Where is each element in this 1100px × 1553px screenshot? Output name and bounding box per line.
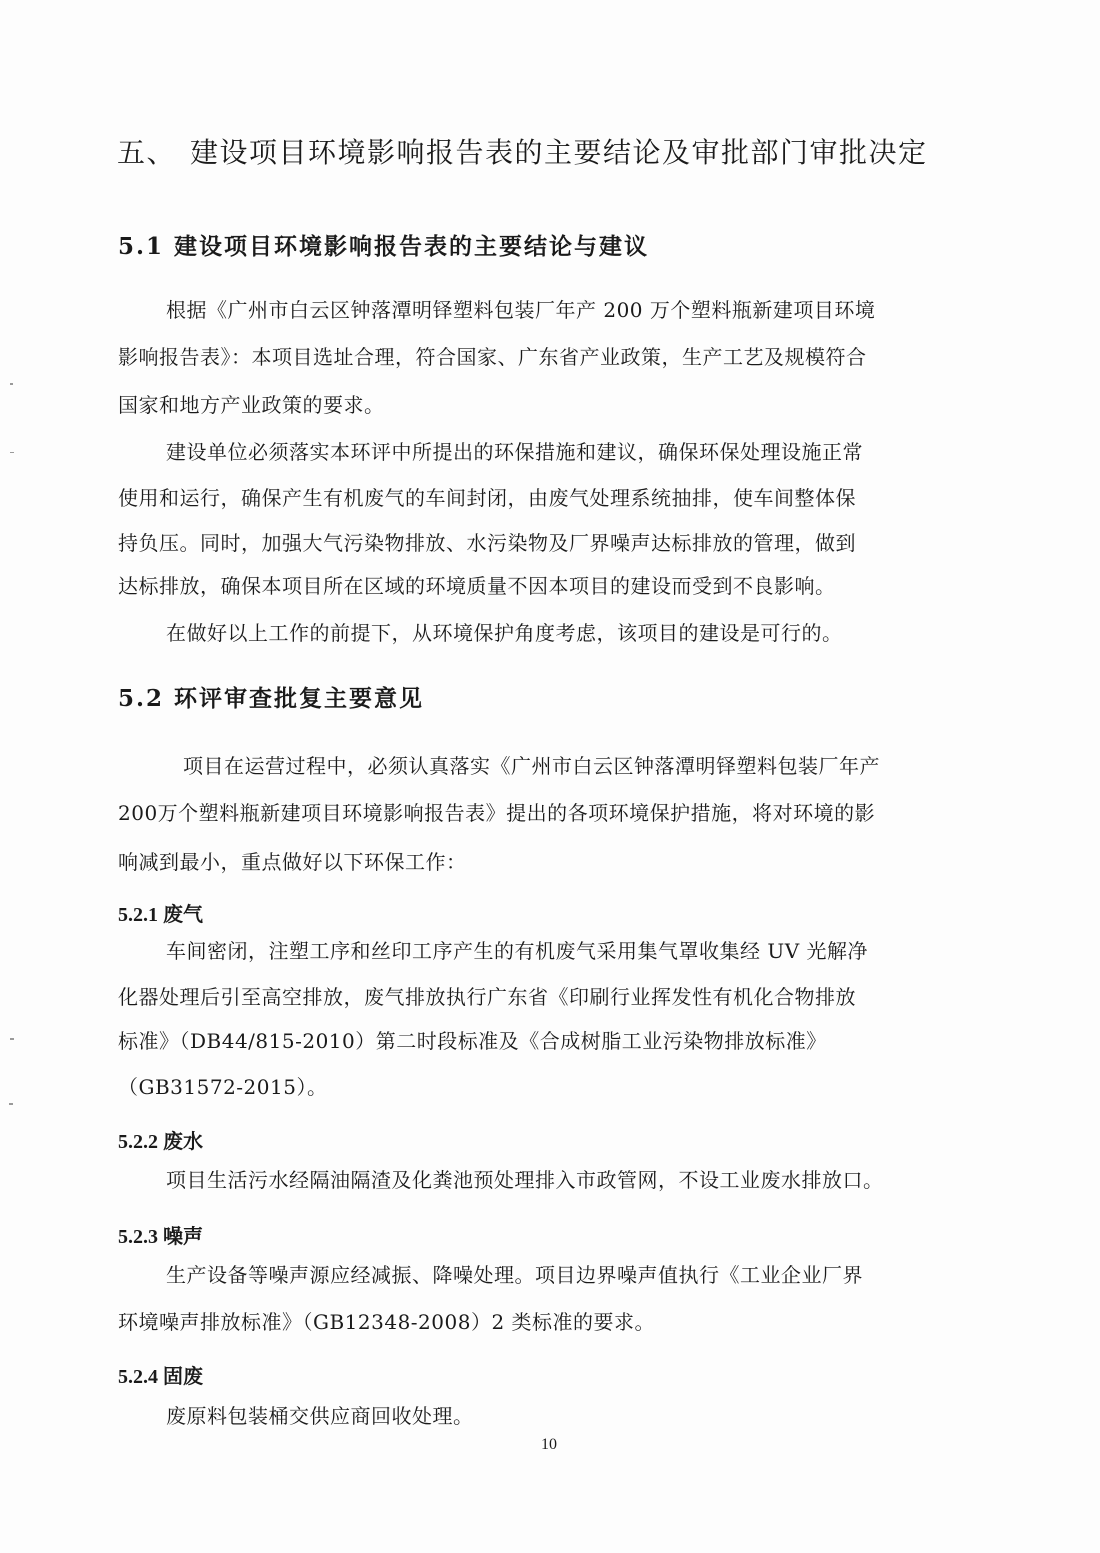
paragraph-line: 响减到最小，重点做好以下环保工作： <box>118 850 467 874</box>
paragraph-line: 生产设备等噪声源应经减振、降噪处理。项目边界噪声值执行《工业企业厂界 <box>166 1263 863 1287</box>
scan-speck <box>9 1103 13 1105</box>
scan-speck <box>10 1038 14 1040</box>
chapter-number: 五、 <box>117 136 177 169</box>
paragraph-line: 使用和运行，确保产生有机废气的车间封闭，由废气处理系统抽排，使车间整体保 <box>118 486 856 510</box>
paragraph-line: 化器处理后引至高空排放，废气排放执行广东省《印刷行业挥发性有机化合物排放 <box>118 985 856 1009</box>
paragraph-line: 根据《广州市白云区钟落潭明铎塑料包装厂年产 200 万个塑料瓶新建项目环境 <box>166 298 876 322</box>
paragraph-line: 国家和地方产业政策的要求。 <box>118 393 385 417</box>
paragraph-line: 200万个塑料瓶新建项目环境影响报告表》提出的各项环境保护措施，将对环境的影 <box>118 801 876 825</box>
section-5-1-title: 5.1 建设项目环境影响报告表的主要结论与建议 <box>118 233 650 260</box>
paragraph-line: 影响报告表》：本项目选址合理，符合国家、广东省产业政策，生产工艺及规模符合 <box>118 345 867 369</box>
paragraph-line: 持负压。同时，加强大气污染物排放、水污染物及厂界噪声达标排放的管理，做到 <box>118 531 856 555</box>
subsection-5-2-2-title: 5.2.2 废水 <box>118 1131 203 1153</box>
paragraph-line: 废原料包装桶交供应商回收处理。 <box>166 1404 474 1428</box>
paragraph-line: 环境噪声排放标准》（GB12348-2008）2 类标准的要求。 <box>118 1310 656 1334</box>
paragraph-line: 达标排放，确保本项目所在区域的环境质量不因本项目的建设而受到不良影响。 <box>118 574 836 598</box>
paragraph-line: 在做好以上工作的前提下，从环境保护角度考虑，该项目的建设是可行的。 <box>166 621 843 645</box>
paragraph-line: 标准》（DB44/815-2010）第二时段标准及《合成树脂工业污染物排放标准》 <box>118 1029 827 1053</box>
paragraph-line: 项目在运营过程中，必须认真落实《广州市白云区钟落潭明铎塑料包装厂年产 <box>183 754 880 778</box>
subsection-5-2-4-title: 5.2.4 固废 <box>118 1366 203 1388</box>
subsection-5-2-3-title: 5.2.3 噪声 <box>118 1226 203 1248</box>
paragraph-line: 建设单位必须落实本环评中所提出的环保措施和建议，确保环保处理设施正常 <box>166 440 863 464</box>
paragraph-line: （GB31572-2015）。 <box>118 1075 328 1099</box>
subsection-5-2-1-title: 5.2.1 废气 <box>118 904 203 926</box>
scan-speck <box>10 452 14 453</box>
chapter-title: 建设项目环境影响报告表的主要结论及审批部门审批决定 <box>190 136 928 169</box>
page-number: 10 <box>541 1436 557 1453</box>
scan-speck <box>10 383 13 385</box>
paragraph-line: 项目生活污水经隔油隔渣及化粪池预处理排入市政管网，不设工业废水排放口。 <box>166 1168 884 1192</box>
paragraph-line: 车间密闭，注塑工序和丝印工序产生的有机废气采用集气罩收集经 UV 光解净 <box>166 939 869 963</box>
section-5-2-title: 5.2 环评审查批复主要意见 <box>118 685 425 712</box>
